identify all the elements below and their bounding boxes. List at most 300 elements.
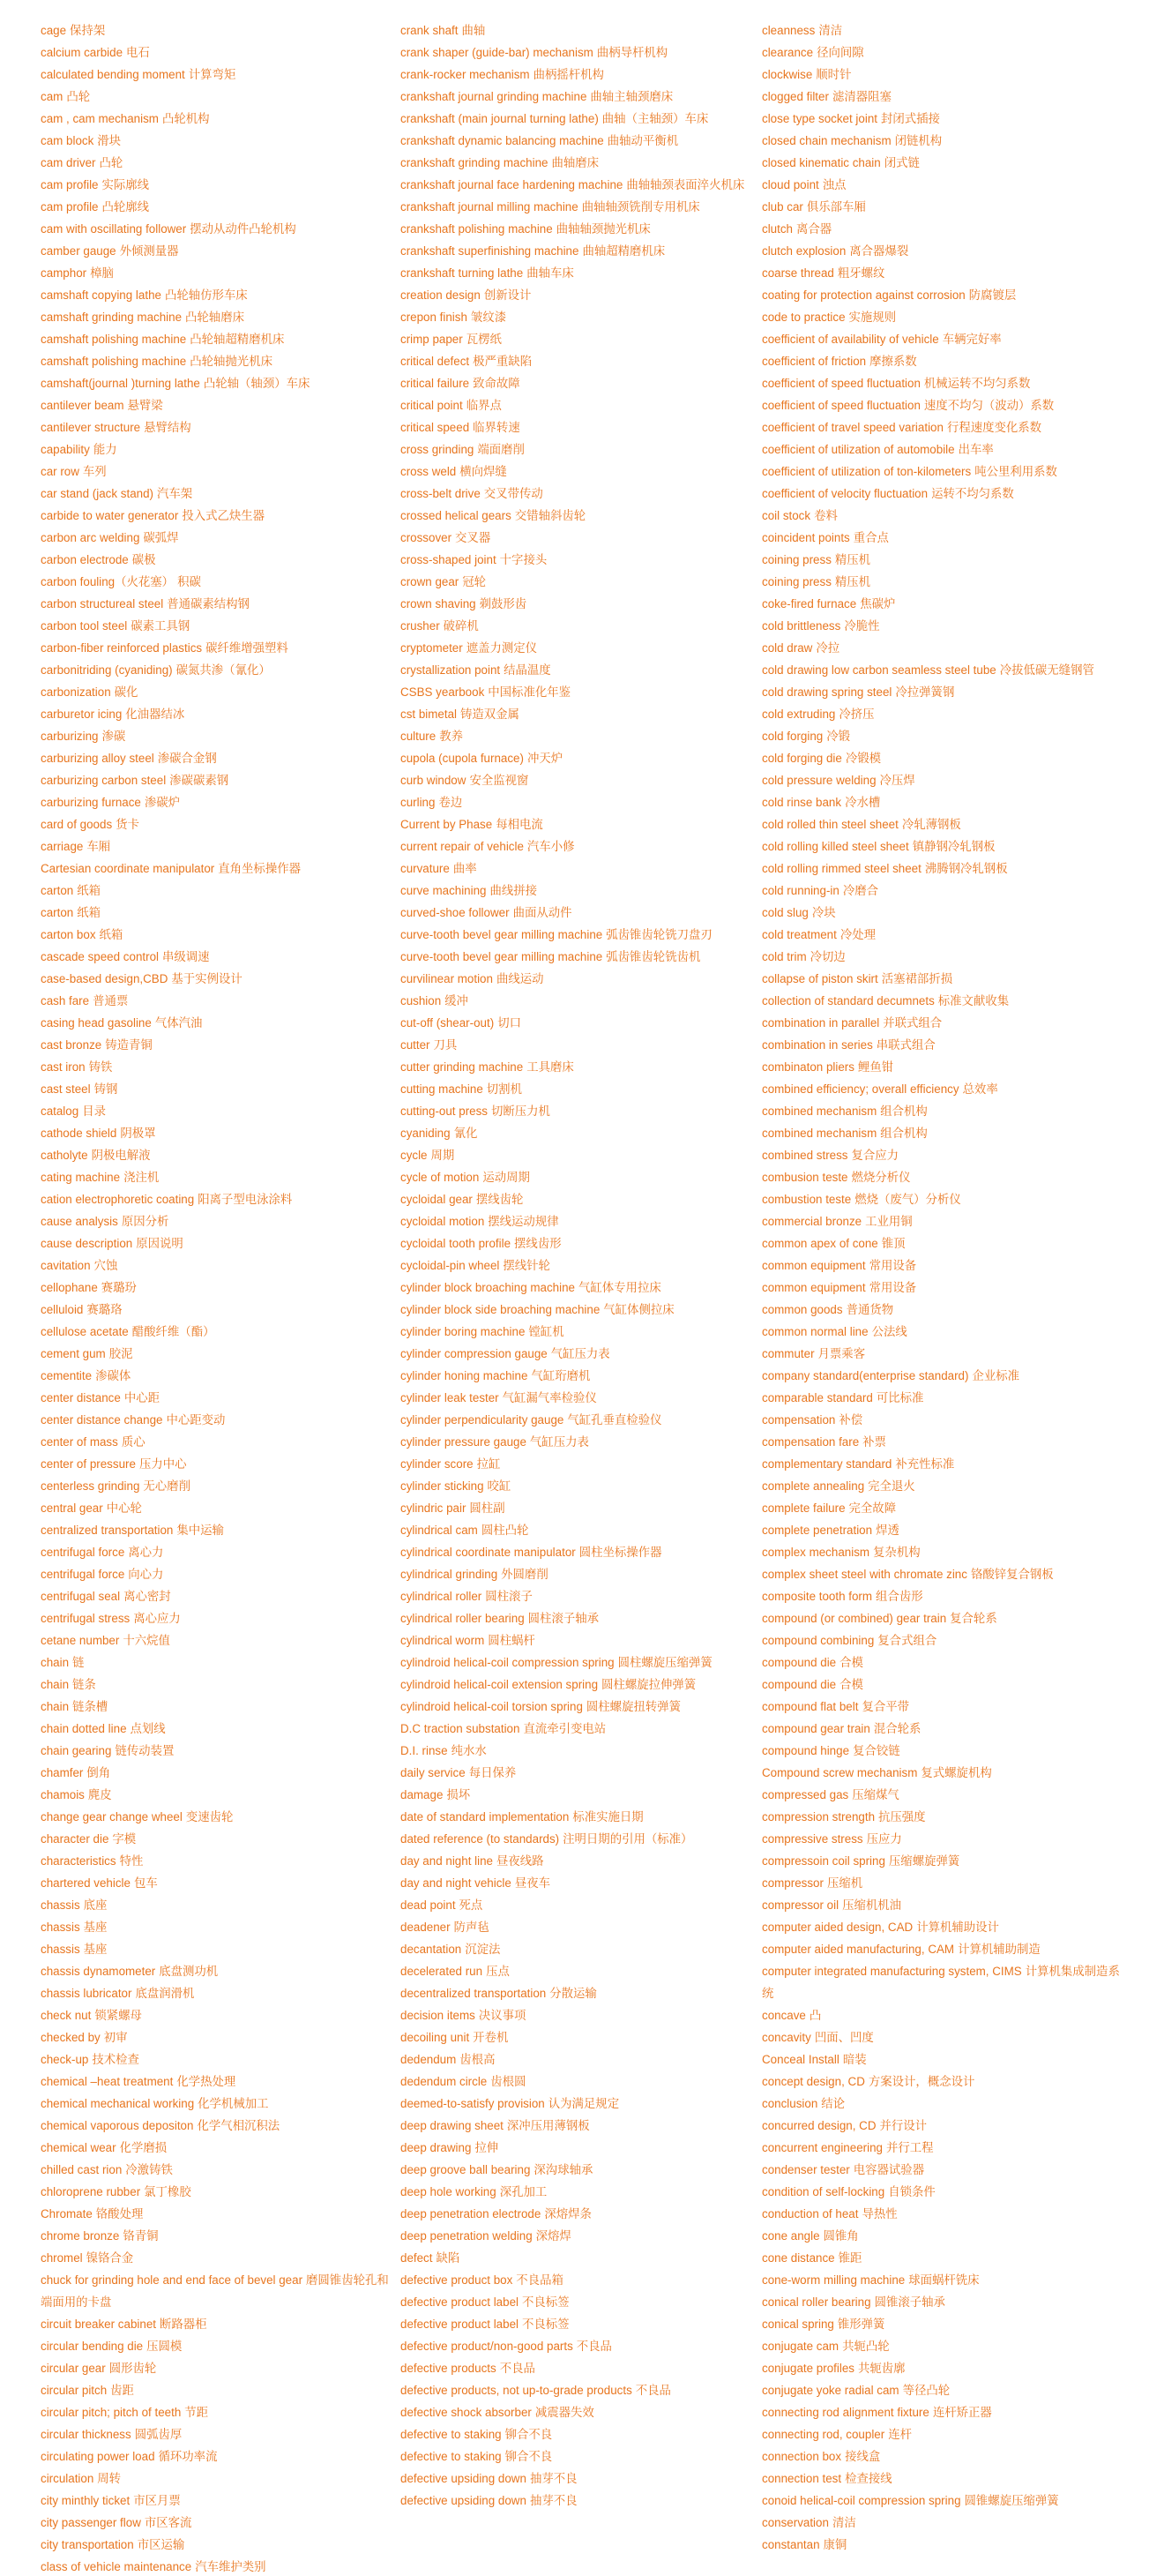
glossary-entry <box>41 1982 400 2004</box>
chinese-term: 球面蜗杆铣床 <box>908 2273 980 2287</box>
chinese-term: 氯丁橡胶 <box>144 2185 191 2198</box>
glossary-entry <box>41 505 400 527</box>
english-term: critical defect <box>400 355 470 368</box>
english-term: cross grinding <box>400 443 474 456</box>
english-term: center distance change <box>41 1413 163 1427</box>
glossary-entry <box>762 813 1132 835</box>
chinese-term: 圆柱螺旋扭转弹簧 <box>586 1700 682 1713</box>
glossary-entry <box>400 1696 762 1718</box>
glossary-entry <box>41 1784 400 1806</box>
chinese-term: 缺陷 <box>436 2251 460 2265</box>
glossary-entry <box>400 1321 762 1343</box>
glossary-entry <box>400 394 762 416</box>
chinese-term: 清洁 <box>818 24 843 37</box>
english-term: cylinder compression gauge <box>400 1347 548 1360</box>
english-term: chain <box>41 1656 70 1669</box>
glossary-entry <box>400 857 762 880</box>
english-term: computer aided manufacturing, CAM <box>762 1943 955 1956</box>
glossary-entry <box>400 946 762 968</box>
english-term: curve machining <box>400 884 487 897</box>
chinese-term: 浇注机 <box>123 1171 160 1184</box>
english-term: close type socket joint <box>762 112 877 125</box>
glossary-entry <box>762 2137 1132 2159</box>
chinese-term: 碳弧焊 <box>143 531 179 544</box>
english-term: cause description <box>41 1237 133 1250</box>
glossary-entry <box>41 1056 400 1078</box>
glossary-entry <box>400 1541 762 1563</box>
chinese-term: 计算机辅助设计 <box>916 1921 999 1934</box>
chinese-term: 字模 <box>112 1832 137 1846</box>
english-term: complete penetration <box>762 1524 873 1537</box>
english-term: coarse thread <box>762 266 834 280</box>
glossary-entry <box>762 1916 1132 1938</box>
chinese-term: 瓦楞纸 <box>466 333 502 346</box>
english-term: carton <box>41 906 74 919</box>
glossary-entry <box>41 86 400 108</box>
glossary-entry <box>41 2379 400 2401</box>
chinese-term: 悬臂梁 <box>127 399 163 412</box>
english-term: combinaton pliers <box>762 1060 854 1074</box>
chinese-term: 铬青铜 <box>123 2229 159 2243</box>
glossary-entry <box>762 681 1132 703</box>
chinese-term: 交叉器 <box>455 531 491 544</box>
english-term: combusion teste <box>762 1171 848 1184</box>
chinese-term: 特性 <box>119 1854 144 1868</box>
english-term: cold rinse bank <box>762 796 842 809</box>
glossary-entry <box>762 2467 1132 2490</box>
glossary-entry <box>762 1563 1132 1585</box>
glossary-entry <box>41 2181 400 2203</box>
chinese-term: 不良品 <box>576 2340 612 2353</box>
glossary-entry <box>762 902 1132 924</box>
glossary-entry <box>41 306 400 328</box>
english-term: carbon fouling（火花塞） <box>41 575 175 588</box>
chinese-term: 闭链机构 <box>894 134 943 147</box>
chinese-term: 凸轮机构 <box>161 112 210 125</box>
english-term: combined mechanism <box>762 1105 877 1118</box>
english-term: deep groove ball bearing <box>400 2163 531 2176</box>
chinese-term: 导热性 <box>862 2207 898 2220</box>
chinese-term: 中国标准化年鉴 <box>488 685 571 699</box>
glossary-entry <box>762 924 1132 946</box>
chinese-term: 气缸漏气率检验仪 <box>502 1391 597 1404</box>
chinese-term: 普通票 <box>93 994 129 1007</box>
glossary-entry <box>400 174 762 196</box>
chinese-term: 等径凸轮 <box>902 2384 951 2397</box>
chinese-term: 气缸体专用拉床 <box>578 1281 661 1294</box>
chinese-term: 计算机集成制造系统 <box>762 1965 1120 2000</box>
english-term: cylindrical coordinate manipulator <box>400 1546 576 1559</box>
chinese-term: 焊透 <box>876 1524 899 1537</box>
glossary-entry <box>762 86 1132 108</box>
glossary-entry <box>41 924 400 946</box>
chinese-term: 结论 <box>821 2097 846 2110</box>
glossary-entry <box>400 2467 762 2490</box>
english-term: cation electrophoretic coating <box>41 1193 195 1206</box>
glossary-entry <box>400 1740 762 1762</box>
english-term: carburizing alloy steel <box>41 752 154 765</box>
glossary-entry <box>762 130 1132 152</box>
glossary-entry <box>400 2423 762 2445</box>
glossary-entry <box>41 791 400 813</box>
chinese-term: 底盘润滑机 <box>135 1987 195 2000</box>
glossary-entry <box>41 2556 400 2576</box>
chinese-term: 曲轴轴颈表面淬火机床 <box>626 178 745 191</box>
glossary-entry <box>762 835 1132 857</box>
chinese-term: 安全监视窗 <box>469 774 529 787</box>
english-term: coincident points <box>762 531 850 544</box>
glossary-entry <box>41 2159 400 2181</box>
glossary-entry <box>41 1100 400 1122</box>
english-term: compound (or combined) gear train <box>762 1612 947 1625</box>
english-term: crossed helical gears <box>400 509 511 522</box>
english-term: center distance <box>41 1391 121 1404</box>
english-term: circular bending die <box>41 2340 144 2353</box>
english-term: cycle of motion <box>400 1171 480 1184</box>
glossary-entry <box>762 2048 1132 2071</box>
english-term: Compound screw mechanism <box>762 1766 918 1779</box>
english-term: damage <box>400 1788 444 1801</box>
glossary-entry <box>400 41 762 64</box>
glossary-entry <box>41 2093 400 2115</box>
glossary-entry <box>41 130 400 152</box>
chinese-term: 不良标签 <box>522 2295 570 2309</box>
english-term: camshaft polishing machine <box>41 333 187 346</box>
glossary-entry <box>41 1012 400 1034</box>
glossary-entry <box>41 2048 400 2071</box>
glossary-entry <box>400 1828 762 1850</box>
english-term: combination in series <box>762 1038 873 1052</box>
glossary-entry <box>762 703 1132 725</box>
english-term: Cartesian coordinate manipulator <box>41 862 215 875</box>
glossary-entry <box>762 1343 1132 1365</box>
english-term: crankshaft dynamic balancing machine <box>400 134 604 147</box>
english-term: cycle <box>400 1149 428 1162</box>
english-term: connection test <box>762 2472 842 2485</box>
english-term: cam driver <box>41 156 96 169</box>
chinese-term: 俱乐部车厢 <box>806 200 866 213</box>
chinese-term: 保持架 <box>70 24 106 37</box>
english-term: compressor oil <box>762 1898 839 1912</box>
glossary-entry <box>400 571 762 593</box>
english-term: Conceal Install <box>762 2053 839 2066</box>
glossary-entry <box>41 262 400 284</box>
chinese-term: 直角坐标操作器 <box>218 862 301 875</box>
glossary-entry <box>762 2093 1132 2115</box>
glossary-entry <box>41 416 400 438</box>
glossary-entry <box>41 1674 400 1696</box>
glossary-entry <box>41 41 400 64</box>
chinese-term: 锥距 <box>838 2251 862 2265</box>
chinese-term: 外圆磨削 <box>501 1568 548 1581</box>
chinese-term: 圆柱蜗杆 <box>488 1634 535 1647</box>
glossary-entry <box>400 86 762 108</box>
chinese-term: 碳氮共渗（氰化） <box>175 663 271 677</box>
english-term: defective shock absorber <box>400 2406 532 2419</box>
chinese-term: 赛璐珞 <box>86 1303 123 1316</box>
english-term: chamfer <box>41 1766 84 1779</box>
chinese-term: 教养 <box>439 730 463 743</box>
chinese-term: 昼夜线路 <box>496 1854 544 1868</box>
glossary-entry <box>41 659 400 681</box>
glossary-entry <box>762 108 1132 130</box>
english-term: decision items <box>400 2009 475 2022</box>
english-term: complete annealing <box>762 1479 865 1493</box>
chinese-term: 渗碳 <box>101 730 126 743</box>
english-term: common equipment <box>762 1259 866 1272</box>
english-term: cylinder leak tester <box>400 1391 499 1404</box>
english-term: crown gear <box>400 575 459 588</box>
chinese-term: 铬酸处理 <box>95 2207 144 2220</box>
chinese-term: 摩擦系数 <box>869 355 917 368</box>
english-term: cylindrical grinding <box>400 1568 498 1581</box>
english-term: central gear <box>41 1501 103 1515</box>
chinese-term: 冷轧薄钢板 <box>901 818 961 831</box>
english-term: defective upsiding down <box>400 2494 526 2507</box>
glossary-entry <box>41 527 400 549</box>
english-term: curling <box>400 796 436 809</box>
glossary-entry <box>762 2269 1132 2291</box>
glossary-entry <box>400 1674 762 1696</box>
english-term: D.I. rinse <box>400 1744 448 1757</box>
glossary-entry <box>41 64 400 86</box>
english-term: carburizing furnace <box>41 796 141 809</box>
chinese-term: 镗缸机 <box>528 1325 564 1338</box>
chinese-term: 工具磨床 <box>526 1060 574 1074</box>
english-term: cast iron <box>41 1060 86 1074</box>
english-term: calculated bending moment <box>41 68 185 81</box>
glossary-entry <box>400 438 762 461</box>
glossary-entry <box>41 593 400 615</box>
english-term: chemical mechanical working <box>41 2097 195 2110</box>
chinese-term: 原因分析 <box>121 1215 169 1228</box>
glossary-entry <box>762 2534 1132 2556</box>
chinese-term: 曲率 <box>452 862 477 875</box>
english-term: connecting rod, coupler <box>762 2428 885 2441</box>
glossary-entry <box>762 2115 1132 2137</box>
english-term: chain <box>41 1678 70 1691</box>
chinese-term: 车辆完好率 <box>942 333 1002 346</box>
english-term: complete failure <box>762 1501 846 1515</box>
chinese-term: 不良品 <box>499 2362 535 2375</box>
chinese-term: 弧齿锥齿轮铣齿机 <box>606 950 701 963</box>
english-term: concurrent engineering <box>762 2141 883 2154</box>
english-term: computer aided design, CAD <box>762 1921 914 1934</box>
chinese-term: 中心轮 <box>106 1501 142 1515</box>
english-term: curve-tooth bevel gear milling machine <box>400 950 603 963</box>
glossary-entry <box>41 1607 400 1629</box>
chinese-term: 铬酸锌复合钢板 <box>970 1568 1054 1581</box>
chinese-term: 齿根高 <box>459 2053 496 2066</box>
english-term: constantan <box>762 2538 820 2551</box>
chinese-term: 冷压焊 <box>879 774 915 787</box>
chinese-term: 化学热处理 <box>176 2075 236 2088</box>
glossary-entry <box>762 571 1132 593</box>
chinese-term: 碳素工具钢 <box>131 619 190 633</box>
glossary-entry <box>41 2490 400 2512</box>
glossary-entry <box>762 394 1132 416</box>
glossary-entry <box>762 2423 1132 2445</box>
english-term: Current by Phase <box>400 818 493 831</box>
english-term: compensation fare <box>762 1435 860 1449</box>
glossary-entry <box>762 968 1132 990</box>
glossary-entry <box>41 1740 400 1762</box>
glossary-entry <box>41 1916 400 1938</box>
english-term: carbonitriding (cyaniding) <box>41 663 173 677</box>
chinese-term: 工业用铜 <box>865 1215 913 1228</box>
english-term: comparable standard <box>762 1391 873 1404</box>
english-term: cold running-in <box>762 884 839 897</box>
english-term: cold rolling killed steel sheet <box>762 840 909 853</box>
glossary-entry <box>41 1277 400 1299</box>
english-term: clutch <box>762 222 793 236</box>
english-term: casing head gasoline <box>41 1016 152 1030</box>
glossary-entry <box>400 1475 762 1497</box>
glossary-entry <box>762 1828 1132 1850</box>
chinese-term: 循环功率流 <box>158 2450 218 2463</box>
english-term: compressoin coil spring <box>762 1854 885 1868</box>
chinese-term: 铸造双金属 <box>460 708 519 721</box>
english-term: critical speed <box>400 421 470 434</box>
glossary-entry <box>762 1872 1132 1894</box>
chinese-term: 冷拉弹簧钢 <box>895 685 955 699</box>
chinese-term: 基于实例设计 <box>171 972 242 985</box>
english-term: cut-off (shear-out) <box>400 1016 495 1030</box>
chinese-term: 每日保养 <box>468 1766 517 1779</box>
chinese-term: 刀具 <box>433 1038 458 1052</box>
glossary-entry <box>41 2313 400 2335</box>
chinese-term: 直流牵引变电站 <box>523 1722 607 1735</box>
english-term: crankshaft grinding machine <box>400 156 548 169</box>
chinese-term: 注明日期的引用（标准） <box>563 1832 693 1846</box>
chinese-term: 圆柱凸轮 <box>481 1524 529 1537</box>
english-term: D.C traction substation <box>400 1722 520 1735</box>
chinese-term: 缓冲 <box>444 994 468 1007</box>
chinese-term: 损坏 <box>446 1788 471 1801</box>
chinese-term: 汽车维护类别 <box>195 2560 266 2573</box>
chinese-term: 镍铬合金 <box>86 2251 134 2265</box>
glossary-entry <box>762 350 1132 372</box>
glossary-entry <box>762 593 1132 615</box>
glossary-entry <box>400 2269 762 2291</box>
english-term: centrifugal stress <box>41 1612 131 1625</box>
glossary-entry <box>400 1718 762 1740</box>
chinese-term: 滑块 <box>97 134 122 147</box>
chinese-term: 圆柱副 <box>469 1501 505 1515</box>
chinese-term: 径向间隙 <box>817 46 864 59</box>
english-term: coefficient of speed fluctuation <box>762 377 921 390</box>
glossary-entry <box>762 438 1132 461</box>
english-term: coating for protection against corrosion <box>762 288 966 302</box>
chinese-term: 周期 <box>430 1149 455 1162</box>
glossary-entry <box>762 196 1132 218</box>
english-term: cold brittleness <box>762 619 841 633</box>
english-term: defect <box>400 2251 433 2265</box>
english-term: coining press <box>762 575 832 588</box>
glossary-entry <box>762 1078 1132 1100</box>
english-term: cross-shaped joint <box>400 553 496 566</box>
english-term: crankshaft superfinishing machine <box>400 244 579 258</box>
glossary-entry <box>41 2071 400 2093</box>
glossary-entry <box>400 990 762 1012</box>
chinese-term: 阴极罩 <box>120 1127 156 1140</box>
chinese-term: 曲线运动 <box>496 972 544 985</box>
chinese-term: 货卡 <box>116 818 139 831</box>
chinese-term: 基座 <box>83 1921 108 1934</box>
english-term: deep drawing <box>400 2141 472 2154</box>
english-term: compensation <box>762 1413 836 1427</box>
chinese-term: 压缩机机油 <box>842 1898 902 1912</box>
english-term: case-based design,CBD <box>41 972 168 985</box>
english-term: cold pressure welding <box>762 774 877 787</box>
glossary-entry <box>762 1122 1132 1144</box>
chinese-term: 深熔焊 <box>535 2229 571 2243</box>
english-term: curve-tooth bevel gear milling machine <box>400 928 603 941</box>
english-term: coefficient of availability of vehicle <box>762 333 939 346</box>
chinese-term: 端面磨削 <box>477 443 525 456</box>
glossary-entry <box>41 1651 400 1674</box>
english-term: chrome bronze <box>41 2229 120 2243</box>
glossary-entry <box>762 461 1132 483</box>
chinese-term: 精压机 <box>834 575 871 588</box>
english-term: chain gearing <box>41 1744 112 1757</box>
english-term: camshaft(journal )turning lathe <box>41 377 200 390</box>
chinese-term: 剃鼓形齿 <box>479 597 527 610</box>
glossary-entry <box>400 2026 762 2048</box>
glossary-entry <box>762 1762 1132 1784</box>
glossary-entry <box>762 1453 1132 1475</box>
english-term: common goods <box>762 1303 843 1316</box>
chinese-term: 凸轮轴仿形车床 <box>164 288 248 302</box>
glossary-entry <box>41 461 400 483</box>
english-term: coefficient of friction <box>762 355 867 368</box>
chinese-term: 樟脑 <box>90 266 114 280</box>
chinese-term: 共轭齿廓 <box>857 2362 906 2375</box>
glossary-entry <box>400 1806 762 1828</box>
glossary-entry <box>41 1144 400 1166</box>
chinese-term: 气缸压力表 <box>550 1347 610 1360</box>
glossary-entry <box>400 1607 762 1629</box>
glossary-entry <box>400 2181 762 2203</box>
english-term: crankshaft journal grinding machine <box>400 90 587 103</box>
english-term: cutting machine <box>400 1082 483 1096</box>
chinese-term: 交错轴斜齿轮 <box>514 509 586 522</box>
glossary-entry <box>41 549 400 571</box>
english-term: conduction of heat <box>762 2207 859 2220</box>
glossary-entry <box>400 2137 762 2159</box>
english-term: cylinder score <box>400 1457 474 1471</box>
glossary-entry <box>41 2026 400 2048</box>
glossary-entry <box>762 372 1132 394</box>
glossary-entry <box>400 880 762 902</box>
glossary-entry <box>41 2467 400 2490</box>
glossary-entry <box>41 1563 400 1585</box>
english-term: cam , cam mechanism <box>41 112 159 125</box>
english-term: carbonization <box>41 685 111 699</box>
english-term: common apex of cone <box>762 1237 878 1250</box>
english-term: concave <box>762 2009 806 2022</box>
english-term: critical failure <box>400 377 470 390</box>
english-term: crankshaft journal milling machine <box>400 200 578 213</box>
english-term: car stand (jack stand) <box>41 487 154 500</box>
glossary-entry <box>400 2357 762 2379</box>
english-term: cantilever structure <box>41 421 141 434</box>
chinese-term: 冲天炉 <box>526 752 563 765</box>
glossary-entry <box>41 1475 400 1497</box>
english-term: centrifugal force <box>41 1568 125 1581</box>
glossary-entry <box>762 2445 1132 2467</box>
chinese-term: 决议事项 <box>478 2009 526 2022</box>
